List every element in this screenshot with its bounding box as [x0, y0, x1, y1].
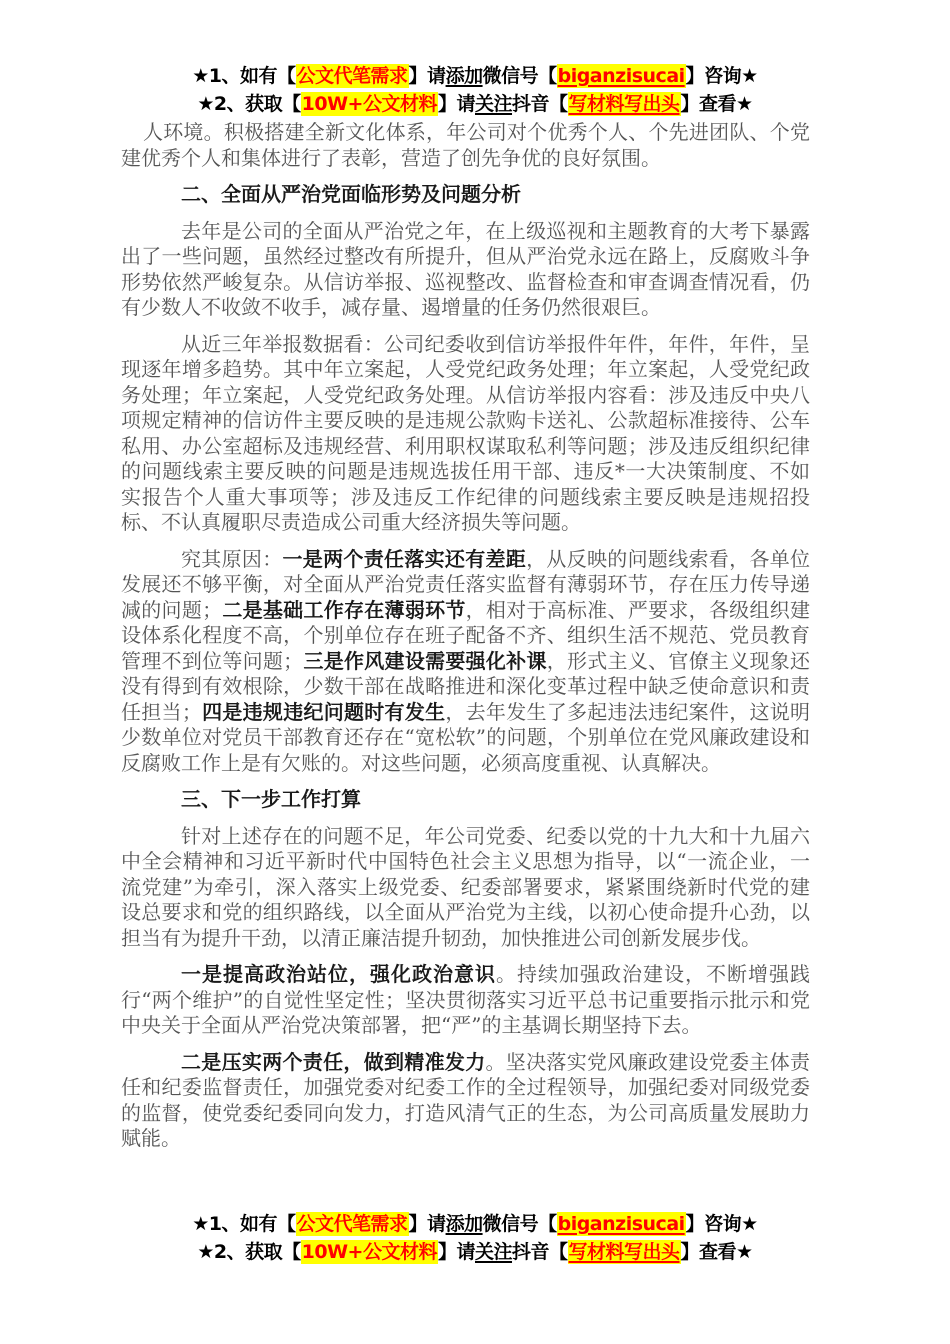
- banner-text: 】咨询★: [685, 65, 758, 87]
- section-2-heading: 二、全面从严治党面临形势及问题分析: [181, 182, 521, 206]
- promo-banner-top: [0, 62, 950, 118]
- banner-wechat-id: biganzisucai: [557, 1213, 685, 1235]
- body-text: ，去年发生了多起违法违纪案件，这说明少数单位对党员干部教育还存在“宽松软”的问题，个别单位在党风廉政建设和反腐败工作上是有欠账的。对这些问题，必须高度重视、认真解决。: [121, 699, 811, 775]
- banner-text: 】请: [437, 93, 475, 115]
- banner-text: 】咨询★: [685, 1213, 758, 1235]
- section-2-paragraph-2: 从近三年举报数据看：公司纪委收到信访举报件年件，年件，年件，呈现逐年增多趋势。其中年立案起，人受党纪政务处理；年立案起，人受党纪政务处理；年立案起，人受党纪政务处理。从信访举报内容看：涉及违反中央八项规定精神的信访件主要反映的是违规公款购卡送礼、公款超标准接待、公车私用、办公室超标及违规经营、利用职权谋取私利等问题；涉及违反组织纪律的问题线索主要反映的问题是违规选拔任用干部、违反*一大决策制度、不如实报告个人重大事项等；涉及违反工作纪律的问题线索主要反映是违规招投标、不认真履职尽责造成公司重大经济损失等问题。: [121, 331, 810, 534]
- banner-douyin-id: 写材料写出头: [568, 93, 680, 115]
- promo-banner-top-line-2: [0, 90, 950, 118]
- banner-text: 微信号【: [482, 1213, 557, 1235]
- banner-highlight-materials: 10W+公文材料: [301, 93, 437, 115]
- body-text: 。坚决落实党风廉政建设党委主体责任和纪委监督责任，加强党委对纪委工作的全过程领导，加强纪委对同级党委的监督，使党委纪委同向发力，打造风清气正的生态，为公司高质量发展助力赋能。: [121, 1049, 810, 1150]
- section-2-paragraph-3: [121, 547, 810, 777]
- banner-douyin-id: 写材料写出头: [568, 1241, 680, 1263]
- section-3-heading: 三、下一步工作打算: [181, 787, 361, 811]
- promo-banner-bottom-line-1: [0, 1210, 950, 1238]
- bold-point-3: 三是作风建设需要强化补课: [303, 648, 547, 673]
- banner-text: 抖音【: [512, 93, 568, 115]
- banner-text: 】查看★: [680, 1241, 753, 1263]
- banner-text: 微信号【: [482, 65, 557, 87]
- section-3-paragraph-1: 针对上述存在的问题不足，年公司党委、纪委以党的十九大和十九届六中全会精神和习近平新时代中国特色社会主义思想为指导，以“一流企业，一流党建”为牵引，深入落实上级党委、纪委部署要求，紧紧围绕新时代党的建设总要求和党的组织路线，以全面从严治党为主线，以初心使命提升心劲，以担当有为提升干劲，以清正廉洁提升韧劲，加快推进公司创新发展步伐。: [121, 823, 810, 950]
- banner-highlight-service: 公文代笔需求: [296, 65, 408, 87]
- banner-text: ★1、如有【: [192, 1213, 296, 1235]
- section-2-paragraph-1: 去年是公司的全面从严治党之年，在上级巡视和主题教育的大考下暴露出了一些问题，虽然经过整改有所提升，但从严治党永远在路上，反腐败斗争形势依然严峻复杂。从信访举报、巡视整改、监督检查和审查调查情况看，仍有少数人不收敛不收手，减存量、遏增量的任务仍然很艰巨。: [121, 218, 810, 319]
- banner-underline-add: 添加: [445, 65, 483, 87]
- bold-measure-1: 一是提高政治站位，强化政治意识: [181, 962, 496, 986]
- banner-text: 】请: [408, 1213, 446, 1235]
- body-text: ，相对于高标准、严要求，各级组织建设体系化程度不高，个别单位存在班子配备不齐、组织生活不规范、党员教育管理不到位等问题；: [121, 597, 811, 673]
- banner-text: 】请: [437, 1241, 475, 1263]
- banner-highlight-service: 公文代笔需求: [296, 1213, 408, 1235]
- section-3-paragraph-3: [121, 1050, 810, 1152]
- bold-measure-2: 二是压实两个责任，做到精准发力: [181, 1049, 486, 1074]
- bold-point-4: 四是违规违纪问题时有发生: [201, 699, 446, 724]
- section-3-paragraph-2: [121, 962, 810, 1039]
- bold-point-2: 二是基础工作存在薄弱环节: [222, 597, 466, 622]
- document-content: [121, 120, 810, 1163]
- banner-underline-follow: 关注: [475, 1241, 513, 1263]
- body-text: ，从反映的问题线索看，各单位发展还不够平衡，对全面从严治党责任落实监督有薄弱环节，存在压力传导递减的问题；: [121, 546, 811, 622]
- promo-banner-bottom: [0, 1210, 950, 1266]
- banner-underline-follow: 关注: [475, 93, 513, 115]
- banner-text: 】请: [408, 65, 446, 87]
- banner-highlight-materials: 10W+公文材料: [301, 1241, 437, 1263]
- promo-banner-top-line-1: [0, 62, 950, 90]
- banner-underline-add: 添加: [445, 1213, 483, 1235]
- banner-text: ★2、获取【: [197, 93, 301, 115]
- body-text: 究其原因：: [181, 546, 283, 571]
- body-text: 。持续加强政治建设，不断增强践行“两个维护”的自觉性坚定性；坚决贯彻落实习近平总书记重要指示批示和党中央关于全面从严治党决策部署，把“严”的主基调长期坚持下去。: [121, 962, 810, 1037]
- banner-text: ★2、获取【: [197, 1241, 301, 1263]
- intro-paragraph: 人环境。积极搭建全新文化体系，年公司对个优秀个人、个先进团队、个党建优秀个人和集体进行了表彰，营造了创先争优的良好氛围。: [121, 120, 810, 170]
- bold-point-1: 一是两个责任落实还有差距: [282, 546, 527, 571]
- banner-text: ★1、如有【: [192, 65, 296, 87]
- banner-wechat-id: biganzisucai: [557, 65, 685, 87]
- banner-text: 抖音【: [512, 1241, 568, 1263]
- promo-banner-bottom-line-2: [0, 1238, 950, 1266]
- banner-text: 】查看★: [680, 93, 753, 115]
- body-text: ，形式主义、官僚主义现象还没有得到有效根除，少数干部在战略推进和深化变革过程中缺乏使命意识和责任担当；: [121, 648, 811, 724]
